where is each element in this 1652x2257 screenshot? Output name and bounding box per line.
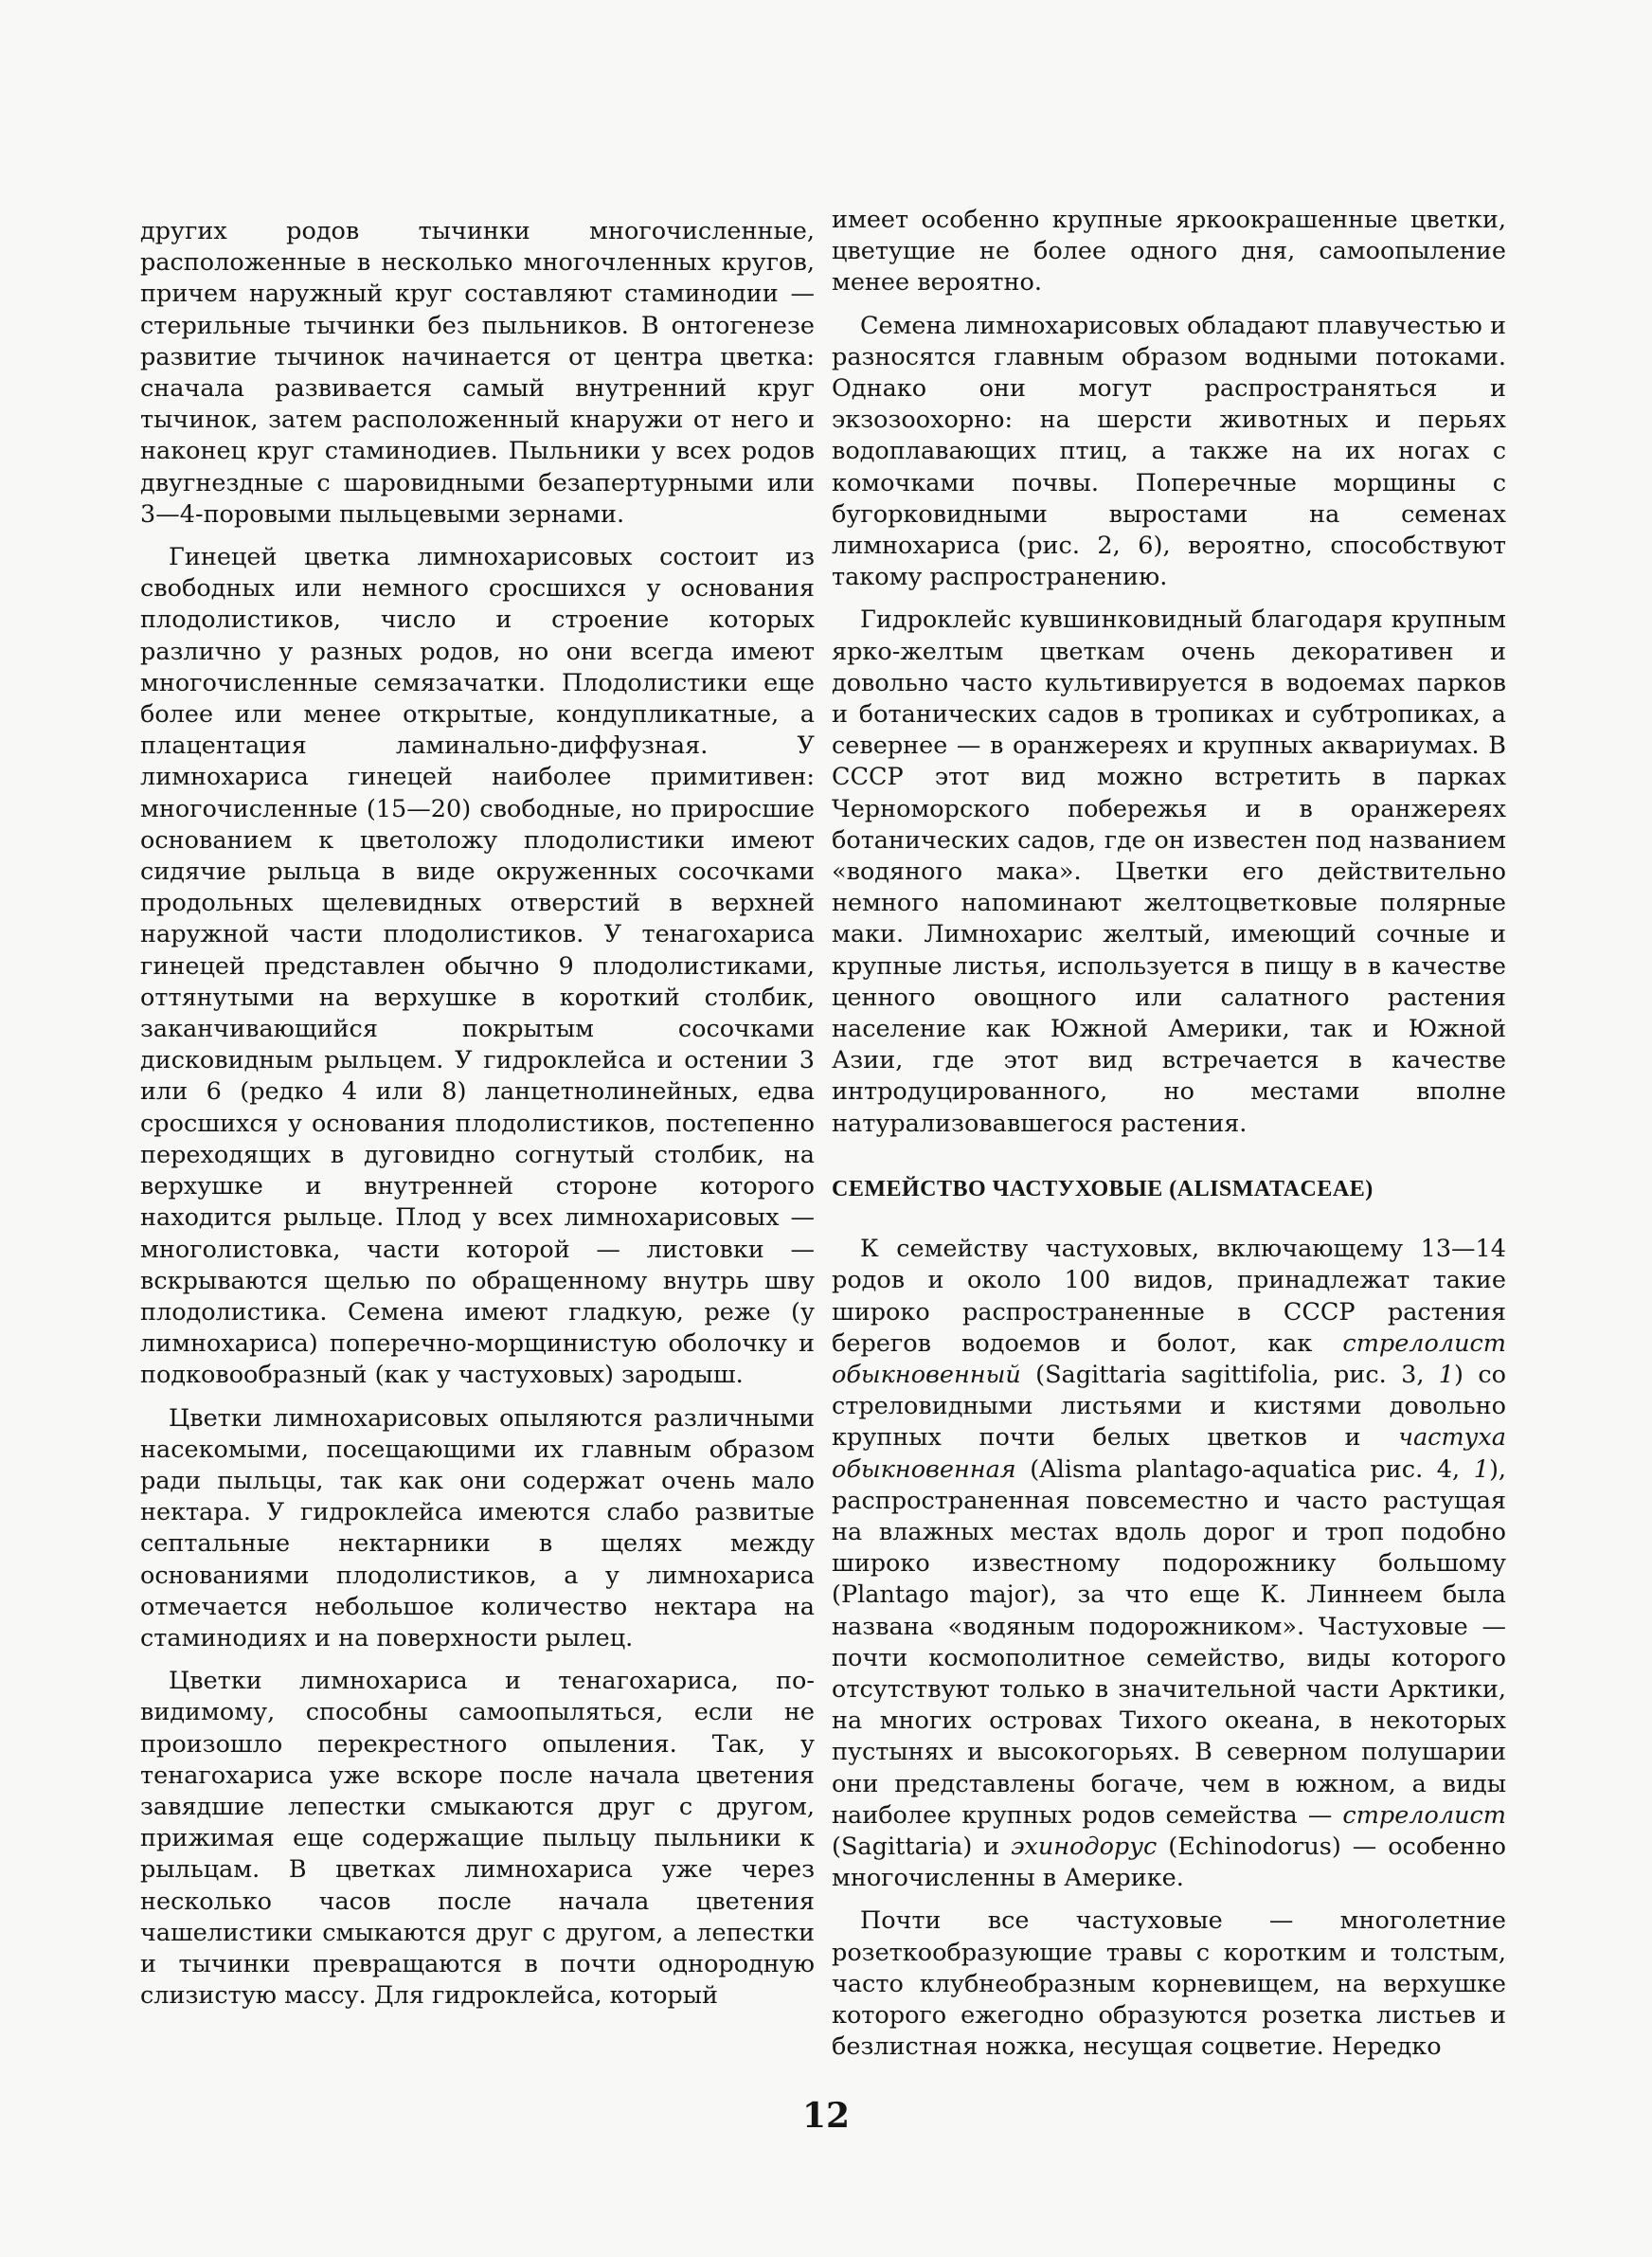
text-run: (Sagittaria sagittifolia, рис. 3,: [1020, 1360, 1439, 1389]
page-number: 12: [801, 2096, 851, 2136]
text-run: (Echinodorus) — особенно многочисленны в Америке.: [832, 1832, 1506, 1893]
figure-ref: 1: [1438, 1360, 1455, 1389]
text-run: (Sagittaria) и: [832, 1832, 1012, 1861]
text-run: ), распространенная повсеместно и часто растущая на влажных местах вдоль дорог и троп подобно широко известному подорожнику большому (Plantago major), за что еще К. Линнеем была названа «водяным подорожником». Частуховые — почти космополитное семейство, виды которого отсутствуют только в значительной части Арктики, на многих островах Тихого океана, в некоторых пустынях и высокогорьях. В северном полушарии они представлены богаче, чем в южном, а виды наиболее крупных родов семейства —: [832, 1454, 1506, 1830]
paragraph: Цветки лимнохариса и тенагохариса, по-видимому, способны самоопыляться, если не произошло перекрестного опыления. Так, у тенагохариса уже вскоре после начала цветения завядшие лепестки смыкаются друг с другом, прижимая еще содержащие пыльцу пыльники к рыльцам. В цветках лимнохариса уже через несколько часов после начала цветения чашелистики смыкаются друг с другом, а лепестки и тычинки превращаются в почти однородную слизистую массу. Для гидроклейса, который: [140, 1667, 815, 2011]
italic-term: частуха обыкновенная: [832, 1423, 1506, 1484]
paragraph: Семена лимнохарисовых обладают плавучестью и разносятся главным образом водными потоками. Однако они могут распространяться и экзозоохорно: на шерсти животных и перьях водоплавающих птиц, а также на их ногах с комочками почвы. Поперечные морщины с бугорковидными выростами на семенах лимнохариса (рис. 2, 6), вероятно, способствуют такому распространению.: [832, 311, 1506, 592]
italic-term: стрелолист обыкновенный: [832, 1328, 1506, 1389]
paragraph: Гидроклейс кувшинковидный благодаря крупным ярко-желтым цветкам очень декоративен и довольно часто культивируется в водоемах парков и ботанических садов в тропиках и субтропиках, а севернее — в оранжереях и крупных аквариумах. В СССР этот вид можно встретить в парках Черноморского побережья и в оранжереях ботанических садов, где он известен под названием «водяного мака». Цветки его действительно немного напоминают желтоцветковые полярные маки. Лимнохарис желтый, имеющий сочные и крупные листья, используется в пищу в в качестве ценного овощного или салатного растения население как Южной Америки, так и Южной Азии, где этот вид встречается в качестве интродуцированного, но местами вполне натурализовавшегося растения.: [832, 605, 1506, 1138]
italic-term: стрелолист: [1342, 1800, 1506, 1830]
left-column: [140, 216, 815, 2023]
paragraph: Цветки лимнохарисовых опыляются различными насекомыми, посещающими их главным образом ради пыльцы, так как они содержат очень мало нектара. У гидроклейса имеются слабо развитые септальные нектарники в щелях между основаниями плодолистиков, а у лимнохариса отмечается небольшое количество нектара на стаминодиях и на поверхности рылец.: [140, 1403, 815, 1652]
paragraph: Гинецей цветка лимнохарисовых состоит из свободных или немного сросшихся у основания плодолистиков, число и строение которых различно у разных родов, но они всегда имеют многочисленные семязачатки. Плодолистики еще более или менее открытые, кондупликатные, а плацентация ламинально-диффузная. У лимнохариса гинецей наиболее примитивен: многочисленные (15—20) свободные, но приросшие основанием к цветоложу плодолистики имеют сидячие рыльца в виде окруженных сосочками продольных щелевидных отверстий в верхней наружной части плодолистиков. У тенагохариса гинецей представлен обычно 9 плодолистиками, оттянутыми на верхушке в короткий столбик, заканчивающийся покрытым сосочками дисковидным рыльцем. У гидроклейса и остении 3 или 6 (редко 4 или 8) ланцетнолинейных, едва сросшихся у основания плодолистиков, постепенно переходящих в дуговидно согнутый столбик, на верхушке и внутренней стороне которого находится рыльце. Плод у всех лимнохарисовых — многолистовка, части которой — листовки — вскрываются щелью по обращенному внутрь шву плодолистика. Семена имеют гладкую, реже (у лимнохариса) поперечно-морщинистую оболочку и подковообразный (как у частуховых) зародыш.: [140, 543, 815, 1390]
text-run: К семейству частуховых, включающему 13—14 родов и около 100 видов, принадлежат такие широко распространенные в СССР растения берегов водоемов и болот, как: [832, 1235, 1506, 1358]
paragraph: других родов тычинки многочисленные, расположенные в несколько многочленных кругов, причем наружный круг составляют стаминодии — стерильные тычинки без пыльников. В онтогенезе развитие тычинок начинается от центра цветка: сначала развивается самый внутренний круг тычинок, затем расположенный кнаружи от него и наконец круг стаминодиев. Пыльники у всех родов двугнездные с шаровидными безапертурными или 3—4-поровыми пыльцевыми зернами.: [140, 217, 815, 529]
paragraph: имеет особенно крупные яркоокрашенные цветки, цветущие не более одного дня, самоопыление менее вероятно.: [832, 206, 1506, 298]
right-column: [832, 205, 1506, 2074]
italic-term: эхинодорус: [1011, 1832, 1158, 1861]
text-run: (Alisma plantago-aquatica рис. 4,: [1015, 1454, 1474, 1484]
text-run: ) со стреловидными листьями и кистями довольно крупных почти белых цветков и: [832, 1360, 1506, 1453]
paragraph: [832, 1234, 1506, 1894]
figure-ref: 1: [1473, 1454, 1489, 1484]
paragraph: Почти все частуховые — многолетние розеткообразующие травы с коротким и толстым, часто клубнеобразным корневищем, на верхушке которого ежегодно образуются розетка листьев и безлистная ножка, несущая соцветие. Нередко: [832, 1906, 1506, 2062]
section-heading: СЕМЕЙСТВО ЧАСТУХОВЫЕ (ALISMATACEAE): [832, 1176, 1374, 1201]
